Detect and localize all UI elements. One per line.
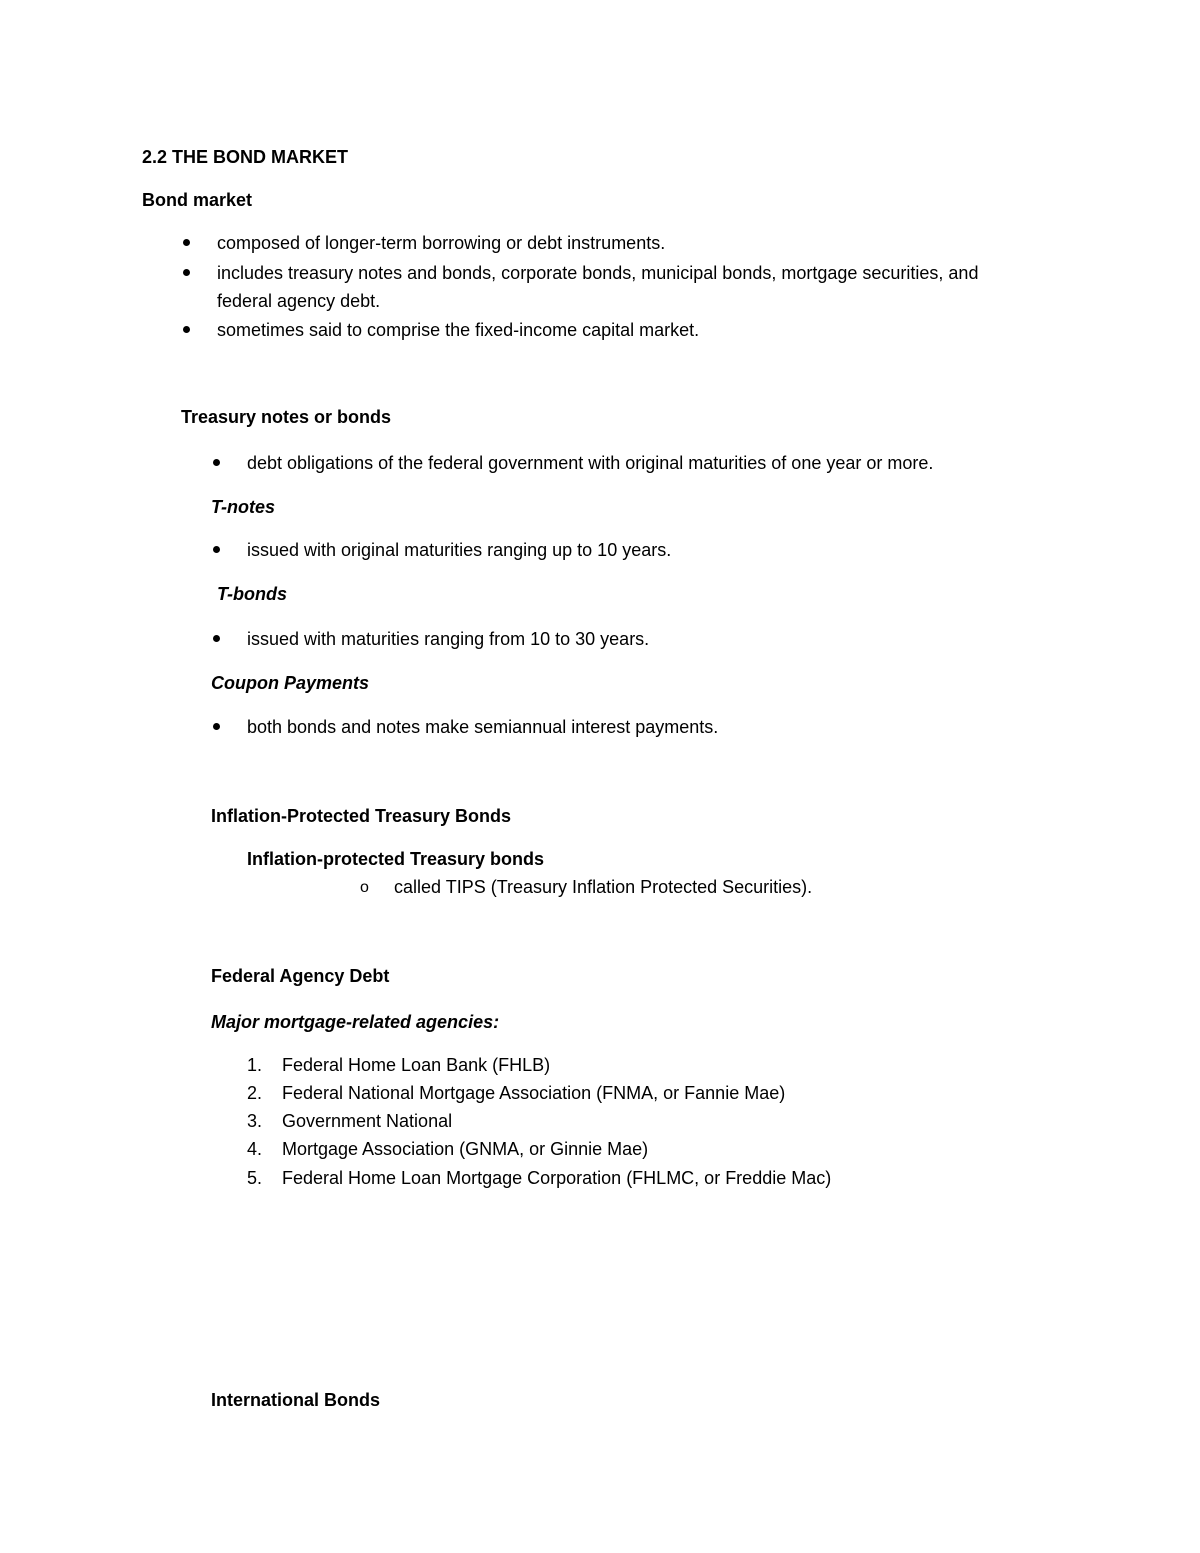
bond-market-bullet-2-cont: federal agency debt.: [217, 291, 381, 311]
list-number: 3.: [247, 1111, 263, 1131]
agency-item: Mortgage Association (GNMA, or Ginnie Mae): [282, 1139, 649, 1159]
list-number: 1.: [247, 1055, 263, 1075]
bullet-icon: [213, 723, 220, 730]
bullet-icon: [213, 546, 220, 553]
agency-item: Federal Home Loan Mortgage Corporation (FHLMC, or Freddie Mac): [282, 1168, 832, 1188]
bullet-icon: [183, 269, 190, 276]
coupon-bullet: both bonds and notes make semiannual interest payments.: [247, 717, 719, 737]
bond-market-bullet-2: includes treasury notes and bonds, corporate bonds, municipal bonds, mortgage securities, and: [217, 263, 979, 283]
page-title: 2.2 THE BOND MARKET: [142, 147, 349, 167]
agency-subheading: Major mortgage-related agencies:: [211, 1012, 500, 1032]
bullet-icon: [213, 635, 220, 642]
list-number: 4.: [247, 1139, 263, 1159]
inflation-heading: Inflation-Protected Treasury Bonds: [211, 806, 512, 826]
agency-heading: Federal Agency Debt: [211, 966, 390, 986]
coupon-label: Coupon Payments: [211, 673, 370, 693]
inflation-subheading: Inflation-protected Treasury bonds: [247, 849, 545, 869]
tbonds-label: T-bonds: [217, 584, 287, 604]
agency-item: Government National: [282, 1111, 453, 1131]
bullet-icon: [183, 326, 190, 333]
list-number: 2.: [247, 1083, 263, 1103]
agency-item: Federal National Mortgage Association (FNMA, or Fannie Mae): [282, 1083, 786, 1103]
agency-item: Federal Home Loan Bank (FHLB): [282, 1055, 551, 1075]
tbonds-bullet: issued with maturities ranging from 10 to 30 years.: [247, 629, 650, 649]
treasury-heading: Treasury notes or bonds: [181, 407, 392, 427]
bond-market-heading: Bond market: [142, 190, 253, 210]
circle-bullet-icon: o: [360, 879, 369, 896]
bond-market-bullet-1: composed of longer-term borrowing or debt instruments.: [217, 233, 666, 253]
tnotes-bullet: issued with original maturities ranging up to 10 years.: [247, 540, 672, 560]
treasury-bullet-1: debt obligations of the federal government with original maturities of one year or more.: [247, 453, 934, 473]
bullet-icon: [183, 239, 190, 246]
bond-market-bullet-3: sometimes said to comprise the fixed-income capital market.: [217, 320, 700, 340]
bullet-icon: [213, 459, 220, 466]
list-number: 5.: [247, 1168, 263, 1188]
inflation-item: called TIPS (Treasury Inflation Protected Securities).: [394, 877, 813, 897]
tnotes-label: T-notes: [211, 497, 276, 517]
international-heading: International Bonds: [211, 1390, 381, 1410]
